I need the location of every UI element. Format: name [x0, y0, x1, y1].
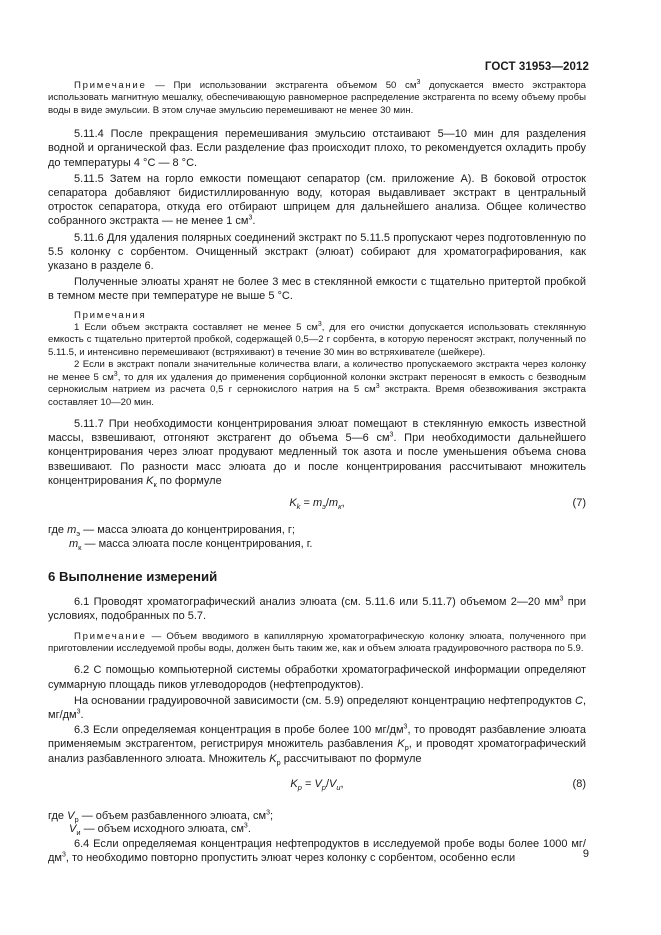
formula-8-number: (8)	[572, 777, 586, 790]
page-content	[48, 80, 586, 865]
page-number: 9	[582, 848, 589, 860]
formula-8	[48, 766, 586, 802]
formula-7	[48, 488, 586, 522]
note-eluate-volume: Примечание — Объем вводимого в капиллярную хроматографическую колонку элюата, полученного при приготовлении исследуемой пробы воды, должен быть таким же, как и объем элюата градуировочного раствора по 5.9.	[48, 630, 586, 654]
paragraph-6-2: 6.2 С помощью компьютерной системы обработки хроматографической информации определяют суммарную площадь пиков углеводородов (нефтепродуктов).	[48, 664, 586, 691]
formula-7-number: (7)	[572, 496, 586, 509]
note-1: 1 Если объем экстракта составляет не менее 5 $см^3$, для его очистки допускается использовать стеклянную емкость с тщательно притертой пробкой, содержащей 0,5—2 г сорбента, в которую переносят экстракт, полученный по 5.11.5, и интенсивно перемешивают (встряхивают) в течение 30 мин во встряхивателе (шейкере).	[48, 320, 587, 358]
paragraph-5-11-7: 5.11.7 При необходимости концентрирования элюат помещают в стеклянную емкость известной массы, взвешивают, отгоняют экстрагент до объема 5—6 $см^3$. При необходимости дальнейшего концентрирования через элюат продувают медленный ток азота и после уменьшения объема снова взвешивают. По разности масс элюата до и после концентрирования рассчитывают множитель концентрирования $K_к$ по формуле	[48, 417, 587, 489]
paragraph-6-2-concentration: На основании градуировочной зависимости (см. 5.9) определяют концентрацию нефтепродуктов С, $мг/дм^3$.	[48, 694, 586, 721]
standard-header: ГОСТ 31953—2012	[484, 61, 589, 73]
paragraph-storage: Полученные элюаты хранят не более 3 мес в стеклянной емкости с тщательно притертой пробкой в темном месте при температуре не выше 5 °С.	[48, 276, 586, 303]
note-label: Примечание	[74, 80, 147, 91]
paragraph-6-1: 6.1 Проводят хроматографический анализ элюата (см. 5.11.6 или 5.11.7) объемом 2—20 $мм^3$ при условиях, подобранных по 5.7.	[48, 595, 586, 623]
formula-8-expression: $K_р = V_р/V_и$,	[290, 777, 344, 792]
formula-8-legend: где $V_р$ — объем разбавленного элюата, $см^3$; $V_и$ — объем исходного элюата, $см^3$.	[48, 809, 274, 838]
section-6-title: 6 Выполнение измерений	[48, 569, 218, 585]
paragraph-6-3: 6.3 Если определяемая концентрация в пробе более 100 $мг/дм^3$, то проводят разбавление элюата применяемым экстрагентом, регистрируя множитель разбавления $K_р$, и проводят хроматографический анализ разбавленного элюата. Множитель $K_р$ рассчитывают по формуле	[48, 723, 587, 767]
paragraph-6-4: 6.4 Если определяемая концентрация нефтепродуктов в исследуемой пробе воды более 1000 $мг/дм^3$, то необходимо повторно пропустить элюат через колонку с сорбентом, особенно если	[48, 837, 586, 865]
note-extractor: Примечание — При использовании экстрагента объемом 50 $см^3$ допускается вместо экстрактора использовать магнитную мешалку, обеспечивающую равномерное распределение экстрагента по всему объему пробы воды в виде эмульсии. В этом случае эмульсию перемешивают не менее 30 мин.	[48, 78, 587, 116]
notes-label: Примечания	[74, 309, 147, 321]
note-2: 2 Если в экстракт попали значительные количества влаги, а количество пропускаемого экстракта через колонку не менее 5 $см^3$, то для их удаления до применения сорбционной колонки экстракт переносят в емкость с безводным сернокислым натрием из расчета 0,5 г сернокислого натрия на 5 $см^3$ экстракта. Время обезвоживания экстракта составляет 10—20 мин.	[48, 359, 587, 408]
paragraph-5-11-6: 5.11.6 Для удаления полярных соединений экстракт по 5.11.5 пропускают через подготовленную по 5.5 колонку с сорбентом. Очищенный экстракт (элюат) собирают для хроматографирования, как указано в разделе 6.	[48, 231, 586, 273]
formula-7-legend: где $m_э$ — масса элюата до концентрирования, г; $m_к$ — масса элюата после концентрирования, г.	[48, 523, 313, 552]
paragraph-5-11-5: 5.11.5 Затем на горло емкости помещают сепаратор (см. приложение А). В боковой отросток сепаратора добавляют бидистиллированную воду, которая выдавливает экстракт в центральный отросток сепаратора, откуда его отбирают шприцем для дальнейшего анализа. Общее количество собранного экстракта — не менее 1 $см^3$.	[48, 172, 586, 228]
formula-7-expression: $K_k = m_э/m_к$,	[289, 496, 345, 512]
paragraph-5-11-4: 5.11.4 После прекращения перемешивания эмульсию отстаивают 5—10 мин для разделения водной и органической фаз. Если разделение фаз происходит плохо, то рекомендуется охладить пробу до температуры 4 °С — 8 °С.	[48, 128, 586, 169]
